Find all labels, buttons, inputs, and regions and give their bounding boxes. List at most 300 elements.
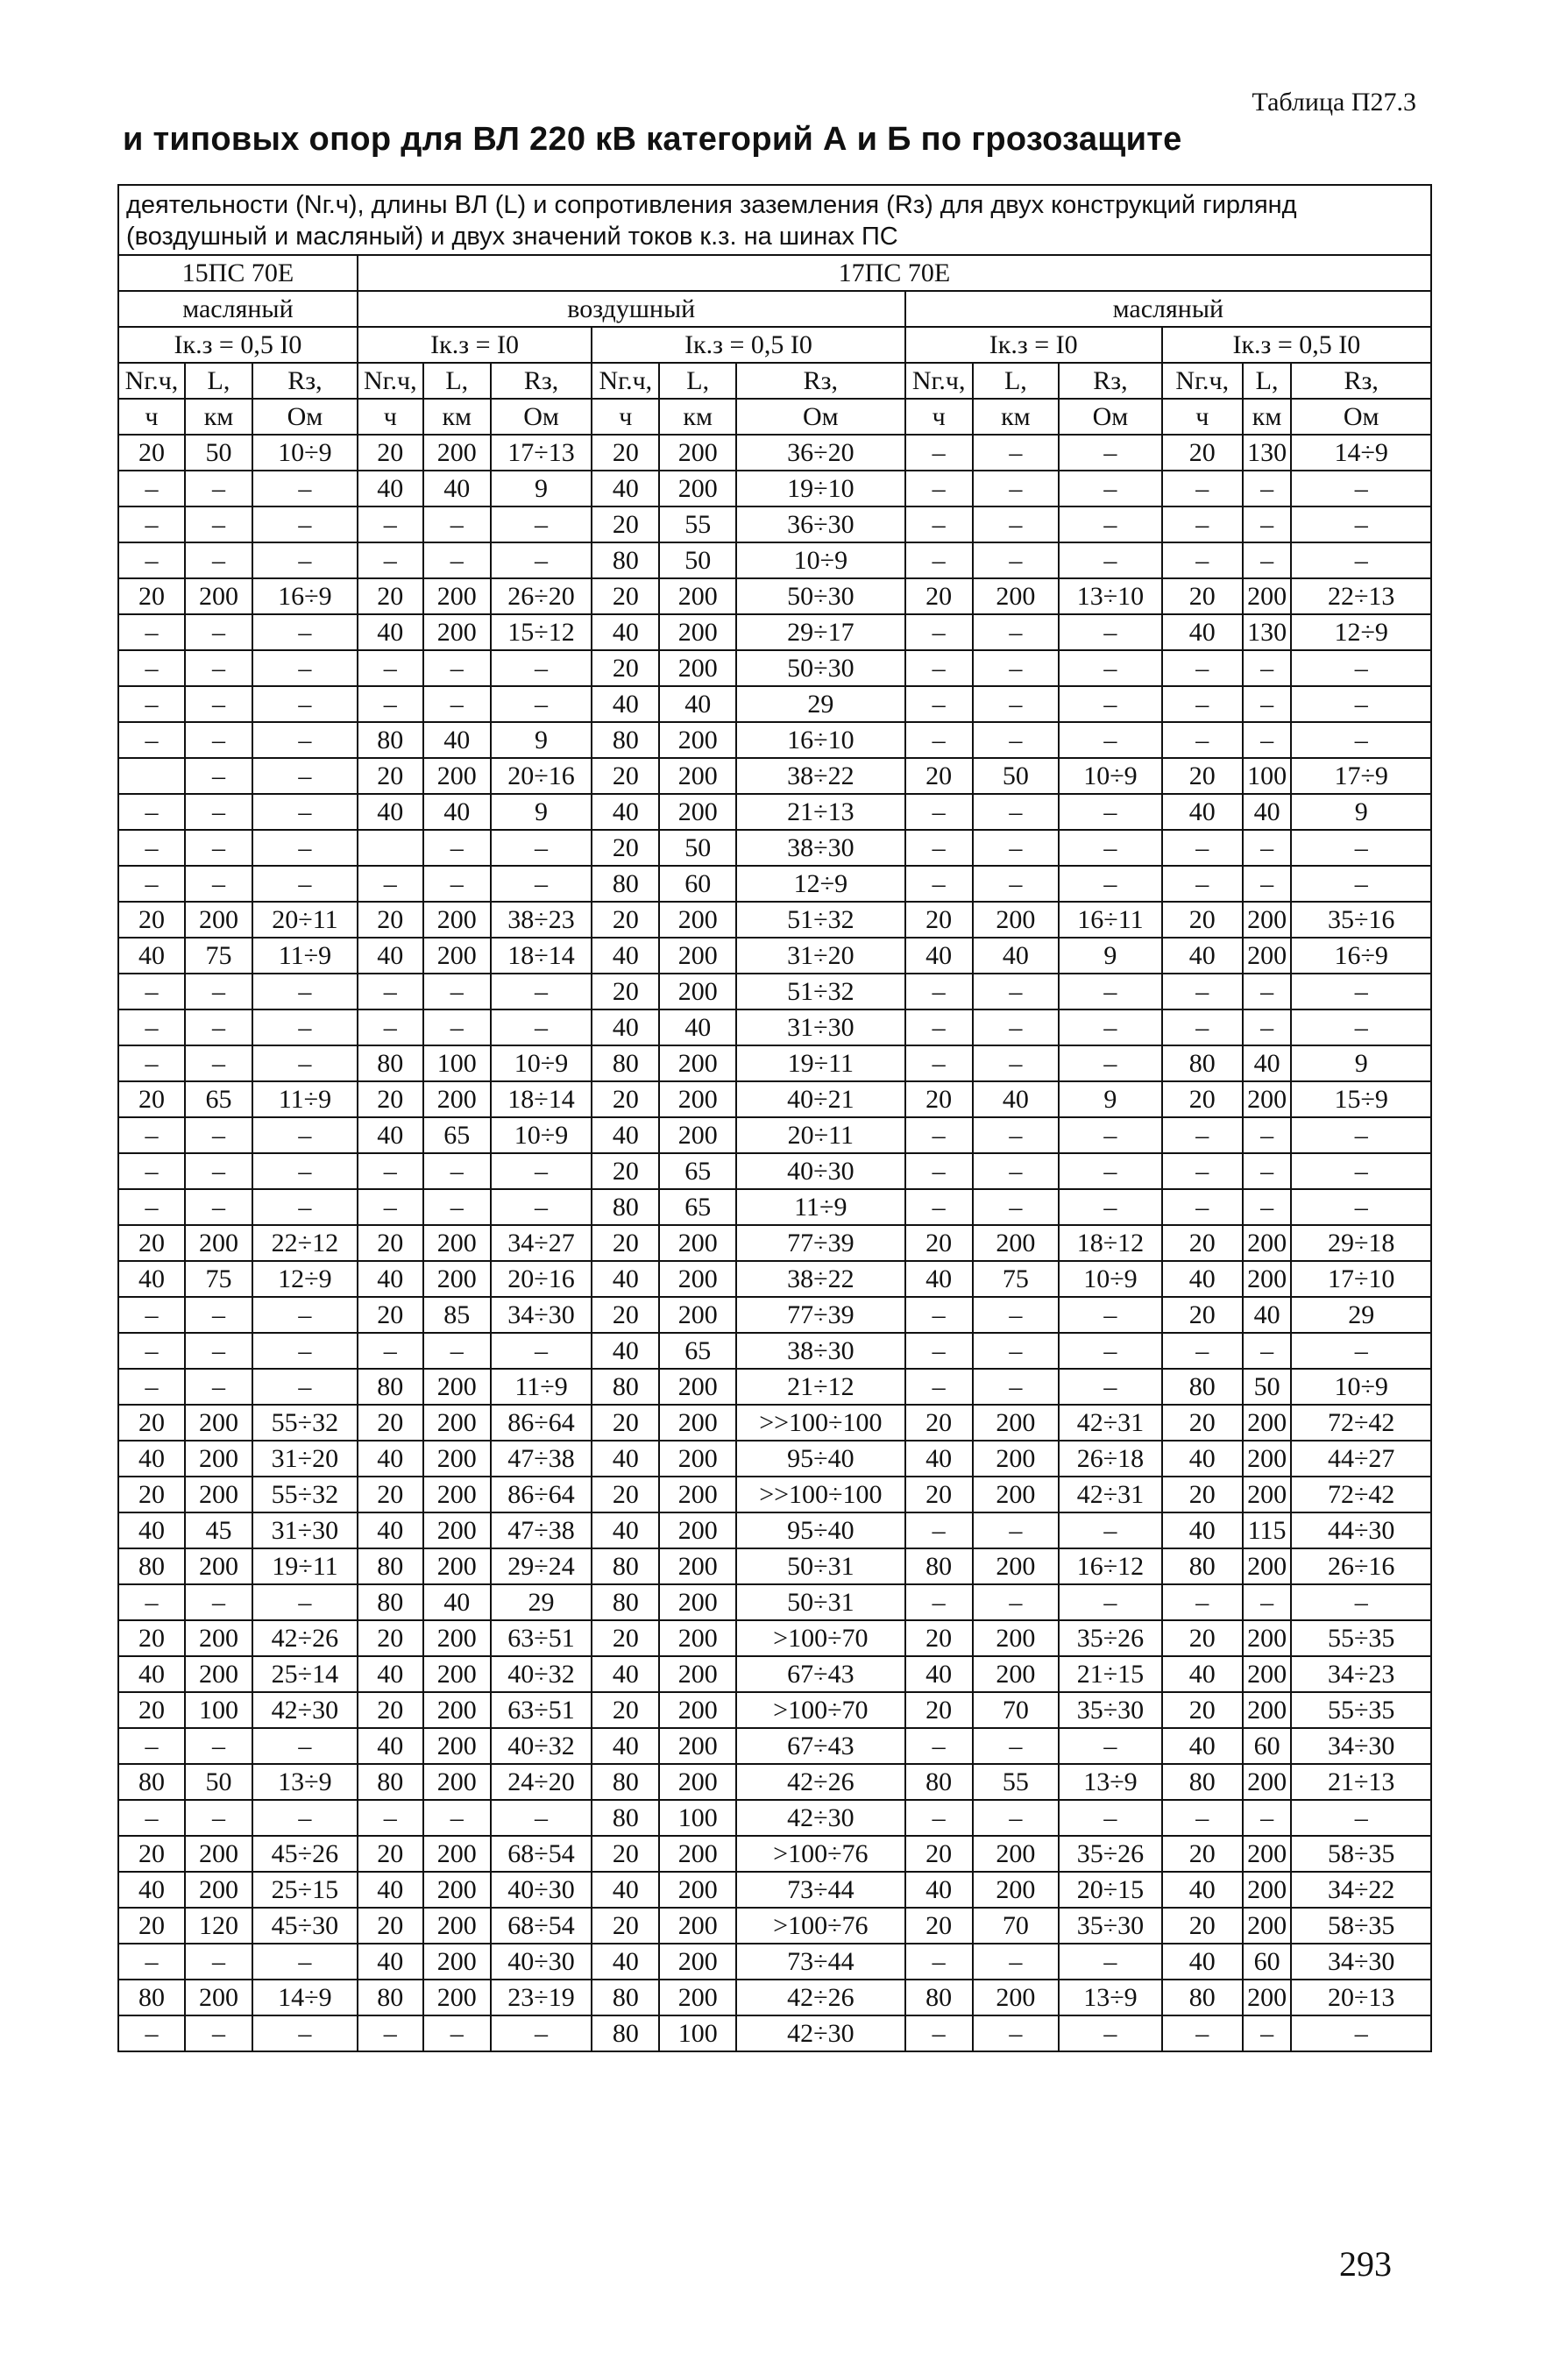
header-param-l: L, — [973, 363, 1059, 399]
table-cell: 29÷24 — [491, 1548, 592, 1584]
header-unit-r: Ом — [736, 399, 905, 435]
table-cell: – — [905, 471, 973, 506]
header-unit-n: ч — [358, 399, 423, 435]
table-row — [118, 1584, 1431, 1620]
table-cell: – — [973, 471, 1059, 506]
table-cell: 50÷31 — [736, 1584, 905, 1620]
table-cell: 200 — [973, 1872, 1059, 1908]
table-cell: 40 — [118, 1656, 185, 1692]
table-cell: 200 — [423, 1656, 491, 1692]
table-cell: 10÷9 — [1291, 1369, 1431, 1405]
table-cell: 65 — [423, 1117, 491, 1153]
table-cell: 200 — [185, 1548, 252, 1584]
table-cell: 20 — [118, 435, 185, 471]
table-cell: – — [1243, 1153, 1292, 1189]
table-cell: 38÷30 — [736, 830, 905, 866]
table-row — [118, 1944, 1431, 1980]
table-cell: – — [491, 542, 592, 578]
table-cell: – — [358, 1189, 423, 1225]
table-cell: – — [1059, 830, 1162, 866]
table-cell: 20 — [592, 1297, 659, 1333]
table-cell: – — [252, 650, 358, 686]
table-cell: – — [118, 794, 185, 830]
table-cell: – — [973, 1153, 1059, 1189]
table-cell: – — [1162, 866, 1243, 902]
table-cell: 20 — [1162, 1620, 1243, 1656]
table-row — [118, 1908, 1431, 1944]
table-cell: 200 — [185, 1477, 252, 1512]
table-cell: 58÷35 — [1291, 1836, 1431, 1872]
table-cell: 20 — [1162, 1081, 1243, 1117]
table-cell: – — [118, 866, 185, 902]
table-cell: 13÷9 — [1059, 1980, 1162, 2015]
table-cell: 10÷9 — [736, 542, 905, 578]
table-cell: 200 — [973, 1548, 1059, 1584]
table-cell: 80 — [905, 1548, 973, 1584]
table-cell: 38÷22 — [736, 1261, 905, 1297]
table-cell: 40 — [358, 938, 423, 974]
table-cell: 68÷54 — [491, 1836, 592, 1872]
table-cell: – — [1059, 1333, 1162, 1369]
table-cell: >>100÷100 — [736, 1477, 905, 1512]
table-cell: 17÷9 — [1291, 758, 1431, 794]
table-cell: 42÷26 — [252, 1620, 358, 1656]
table-cell: 67÷43 — [736, 1728, 905, 1764]
table-cell: – — [1243, 2015, 1292, 2051]
table-cell: 65 — [659, 1189, 736, 1225]
table-cell: 40÷21 — [736, 1081, 905, 1117]
table-cell: – — [185, 1944, 252, 1980]
table-cell: 40 — [973, 938, 1059, 974]
table-cell: 35÷16 — [1291, 902, 1431, 938]
table-cell: – — [1291, 2015, 1431, 2051]
table-cell: 20 — [1162, 578, 1243, 614]
table-cell: – — [1243, 866, 1292, 902]
table-cell: – — [905, 686, 973, 722]
table-cell: 80 — [592, 1584, 659, 1620]
table-cell: – — [118, 1944, 185, 1980]
table-cell: – — [1059, 1944, 1162, 1980]
table-cell: – — [118, 506, 185, 542]
header-row-params — [118, 363, 1431, 399]
table-cell: 130 — [1243, 435, 1292, 471]
table-cell: 200 — [659, 1512, 736, 1548]
table-cell: – — [252, 1333, 358, 1369]
table-cell: – — [118, 1584, 185, 1620]
table-cell: 95÷40 — [736, 1441, 905, 1477]
table-cell: 40 — [1162, 1872, 1243, 1908]
table-cell: 63÷51 — [491, 1620, 592, 1656]
table-cell: 17÷13 — [491, 435, 592, 471]
table-cell: – — [185, 1584, 252, 1620]
table-cell: – — [1291, 471, 1431, 506]
table-cell: 20 — [358, 1620, 423, 1656]
table-row — [118, 1045, 1431, 1081]
table-cell: – — [423, 1009, 491, 1045]
header-unit-l: км — [659, 399, 736, 435]
header-param-r: Rз, — [1291, 363, 1431, 399]
table-cell: – — [185, 1800, 252, 1836]
table-cell: 55 — [973, 1764, 1059, 1800]
table-cell: – — [185, 686, 252, 722]
table-cell: 18÷12 — [1059, 1225, 1162, 1261]
table-cell: 44÷30 — [1291, 1512, 1431, 1548]
table-cell: 20 — [1162, 1297, 1243, 1333]
table-cell: 40÷30 — [491, 1944, 592, 1980]
table-cell: 80 — [358, 1980, 423, 2015]
table-cell: 20 — [118, 1225, 185, 1261]
table-cell: – — [905, 1009, 973, 1045]
table-cell: – — [423, 506, 491, 542]
table-cell: 20 — [118, 1405, 185, 1441]
table-cell: 200 — [659, 1620, 736, 1656]
table-cell: 20 — [1162, 1836, 1243, 1872]
table-cell: 21÷13 — [1291, 1764, 1431, 1800]
table-cell: – — [905, 1153, 973, 1189]
table-cell: – — [973, 722, 1059, 758]
table-cell: 20 — [358, 1477, 423, 1512]
table-cell: 40 — [358, 1872, 423, 1908]
table-cell: – — [905, 1584, 973, 1620]
table-cell: – — [1291, 686, 1431, 722]
table-cell: 200 — [1243, 1836, 1292, 1872]
table-cell: – — [905, 1944, 973, 1980]
table-cell: 20 — [592, 974, 659, 1009]
table-cell: 21÷12 — [736, 1369, 905, 1405]
table-cell: 200 — [659, 1369, 736, 1405]
table-cell: 20 — [905, 1081, 973, 1117]
table-cell: 200 — [659, 578, 736, 614]
table-cell: – — [1162, 542, 1243, 578]
table-cell: 20 — [592, 578, 659, 614]
table-cell: 200 — [1243, 1980, 1292, 2015]
table-cell: – — [118, 1800, 185, 1836]
table-cell: 70 — [973, 1692, 1059, 1728]
table-cell: 20÷11 — [736, 1117, 905, 1153]
table-cell: 11÷9 — [491, 1369, 592, 1405]
table-row — [118, 1081, 1431, 1117]
table-cell: 86÷64 — [491, 1477, 592, 1512]
table-cell: – — [1059, 2015, 1162, 2051]
table-cell: – — [252, 686, 358, 722]
table-cell: 40 — [592, 471, 659, 506]
table-cell: – — [491, 686, 592, 722]
table-cell: 200 — [423, 1692, 491, 1728]
table-cell: 40 — [118, 1872, 185, 1908]
table-cell: 80 — [905, 1980, 973, 2015]
table-row — [118, 1620, 1431, 1656]
table-cell: – — [423, 866, 491, 902]
table-row — [118, 1009, 1431, 1045]
table-cell: 45÷26 — [252, 1836, 358, 1872]
header-unit-l: км — [1243, 399, 1292, 435]
table-cell: 20 — [905, 1405, 973, 1441]
table-cell: – — [118, 722, 185, 758]
table-cell: 40 — [358, 1261, 423, 1297]
table-cell: 50 — [659, 542, 736, 578]
table-cell: – — [358, 1800, 423, 1836]
table-cell: 200 — [659, 1548, 736, 1584]
table-cell: 200 — [973, 1225, 1059, 1261]
table-row — [118, 1872, 1431, 1908]
table-cell: 200 — [423, 758, 491, 794]
table-cell: 200 — [1243, 1441, 1292, 1477]
table-cell: – — [118, 542, 185, 578]
table-cell: – — [1059, 614, 1162, 650]
table-cell: 50÷30 — [736, 578, 905, 614]
table-cell: – — [185, 1117, 252, 1153]
table-cell: – — [1162, 650, 1243, 686]
table-cell: 40 — [118, 938, 185, 974]
table-cell: 31÷30 — [252, 1512, 358, 1548]
table-cell: 40 — [592, 1117, 659, 1153]
table-cell: – — [118, 2015, 185, 2051]
table-cell: – — [1243, 506, 1292, 542]
table-cell: – — [423, 1333, 491, 1369]
table-cell: – — [252, 1297, 358, 1333]
table-cell: – — [1059, 1297, 1162, 1333]
header-row-switch — [118, 291, 1431, 327]
table-cell: – — [973, 1512, 1059, 1548]
table-cell: – — [1243, 830, 1292, 866]
table-cell: 80 — [592, 1980, 659, 2015]
table-cell: – — [118, 614, 185, 650]
table-cell: – — [1059, 866, 1162, 902]
table-cell: 80 — [358, 1584, 423, 1620]
table-cell: 20 — [118, 1620, 185, 1656]
table-row — [118, 866, 1431, 902]
header-unit-n: ч — [592, 399, 659, 435]
table-cell: – — [252, 722, 358, 758]
table-cell: – — [423, 686, 491, 722]
table-cell: – — [1059, 1153, 1162, 1189]
table-cell: – — [1162, 1189, 1243, 1225]
table-cell: 13÷10 — [1059, 578, 1162, 614]
table-cell: 35÷26 — [1059, 1620, 1162, 1656]
table-cell: 20 — [358, 902, 423, 938]
table-cell: 200 — [423, 1477, 491, 1512]
table-cell: – — [1059, 1189, 1162, 1225]
table-cell: 26÷16 — [1291, 1548, 1431, 1584]
table-cell: – — [423, 542, 491, 578]
table-cell: 200 — [659, 1728, 736, 1764]
table-cell: 40 — [592, 1333, 659, 1369]
table-heading: и типовых опор для ВЛ 220 кВ категорий А и Б по грозозащите — [123, 121, 1182, 158]
table-cell: 16÷9 — [1291, 938, 1431, 974]
table-cell: 13÷9 — [1059, 1764, 1162, 1800]
table-cell: 55÷32 — [252, 1477, 358, 1512]
table-row — [118, 471, 1431, 506]
table-cell: – — [252, 1369, 358, 1405]
table-cell: 50 — [659, 830, 736, 866]
table-cell: 20 — [592, 830, 659, 866]
table-cell: 40 — [592, 686, 659, 722]
table-cell: 40 — [1243, 794, 1292, 830]
table-cell: 80 — [358, 1369, 423, 1405]
table-cell: 16÷12 — [1059, 1548, 1162, 1584]
header-insulator-2: 17ПС 70Е — [358, 255, 1431, 291]
table-cell: – — [973, 1045, 1059, 1081]
caption-line: (воздушный и масляный) и двух значений токов к.з. на шинах ПС — [126, 223, 898, 251]
table-cell: 200 — [423, 1225, 491, 1261]
table-row — [118, 1297, 1431, 1333]
table-cell: – — [491, 506, 592, 542]
table-cell: 17÷10 — [1291, 1261, 1431, 1297]
table-cell: 73÷44 — [736, 1944, 905, 1980]
table-cell: – — [118, 1153, 185, 1189]
header-param-l: L, — [1243, 363, 1292, 399]
table-cell: 20 — [905, 1620, 973, 1656]
table-cell: 55÷32 — [252, 1405, 358, 1441]
table-cell: – — [1243, 1189, 1292, 1225]
table-cell: 200 — [1243, 1405, 1292, 1441]
table-cell: 200 — [973, 1441, 1059, 1477]
table-cell: 20 — [118, 1081, 185, 1117]
header-unit-l: км — [185, 399, 252, 435]
table-cell: – — [358, 542, 423, 578]
table-cell: 40 — [1243, 1045, 1292, 1081]
table-cell: – — [905, 794, 973, 830]
table-cell: – — [252, 1117, 358, 1153]
table-cell: 200 — [423, 1512, 491, 1548]
table-cell: 40 — [1162, 1441, 1243, 1477]
table-cell: – — [1291, 1800, 1431, 1836]
table-cell: – — [905, 1333, 973, 1369]
table-cell: – — [973, 1333, 1059, 1369]
table-cell: 77÷39 — [736, 1225, 905, 1261]
table-cell: – — [491, 650, 592, 686]
table-cell: 18÷14 — [491, 1081, 592, 1117]
table-cell: 20 — [592, 1225, 659, 1261]
table-cell: 20 — [592, 902, 659, 938]
table-cell: 10÷9 — [252, 435, 358, 471]
table-cell: 80 — [358, 1045, 423, 1081]
table-cell: 200 — [659, 1117, 736, 1153]
table-cell: 200 — [973, 1656, 1059, 1692]
table-cell: 200 — [659, 794, 736, 830]
table-cell: – — [118, 1297, 185, 1333]
table-cell: – — [973, 1369, 1059, 1405]
table-cell: 200 — [1243, 1872, 1292, 1908]
table-cell: – — [973, 2015, 1059, 2051]
table-cell: – — [1162, 2015, 1243, 2051]
table-cell: 9 — [491, 794, 592, 830]
table-cell: – — [252, 974, 358, 1009]
table-row — [118, 974, 1431, 1009]
header-row-units — [118, 399, 1431, 435]
table-cell: – — [491, 1009, 592, 1045]
table-cell: – — [1291, 1584, 1431, 1620]
table-cell: 100 — [659, 1800, 736, 1836]
table-cell: – — [252, 758, 358, 794]
table-cell: – — [1243, 686, 1292, 722]
table-cell: 40 — [358, 471, 423, 506]
caption-line: деятельности (Nг.ч), длины ВЛ (L) и сопротивления заземления (Rз) для двух конструкций гирлянд — [126, 191, 1297, 219]
table-cell: – — [252, 830, 358, 866]
table-cell: – — [1162, 1333, 1243, 1369]
table-cell: 75 — [973, 1261, 1059, 1297]
table-cell: 20 — [592, 1836, 659, 1872]
table-cell: – — [905, 506, 973, 542]
table-cell: – — [252, 1584, 358, 1620]
table-row — [118, 1477, 1431, 1512]
table-row — [118, 722, 1431, 758]
table-cell: – — [185, 1189, 252, 1225]
table-cell: 9 — [491, 722, 592, 758]
table-cell: 40 — [592, 1944, 659, 1980]
table-cell: 20 — [1162, 1692, 1243, 1728]
table-cell: >100÷76 — [736, 1836, 905, 1872]
table-row — [118, 902, 1431, 938]
table-cell: 10÷9 — [1059, 1261, 1162, 1297]
table-cell: 26÷18 — [1059, 1441, 1162, 1477]
table-cell: 60 — [659, 866, 736, 902]
table-cell: – — [491, 1800, 592, 1836]
table-cell: 77÷39 — [736, 1297, 905, 1333]
table-cell: – — [1243, 471, 1292, 506]
table-cell: 20 — [358, 1081, 423, 1117]
table-cell: – — [973, 1009, 1059, 1045]
table-row — [118, 1153, 1431, 1189]
table-cell: 40 — [905, 938, 973, 974]
header-unit-l: км — [973, 399, 1059, 435]
table-cell: 200 — [423, 614, 491, 650]
table-cell: – — [252, 471, 358, 506]
table-cell: 75 — [185, 938, 252, 974]
table-cell: 20 — [358, 1405, 423, 1441]
table-cell: 20 — [118, 1477, 185, 1512]
table-cell: 19÷11 — [252, 1548, 358, 1584]
header-current-full-2: Iк.з = I0 — [905, 327, 1162, 363]
header-param-r: Rз, — [491, 363, 592, 399]
table-cell: 200 — [973, 1477, 1059, 1512]
table-cell: – — [118, 471, 185, 506]
table-cell: 80 — [592, 1548, 659, 1584]
table-cell: 40 — [1162, 1512, 1243, 1548]
table-cell: 200 — [423, 1441, 491, 1477]
table-cell: 16÷11 — [1059, 902, 1162, 938]
table-cell: 80 — [592, 1189, 659, 1225]
table-cell: – — [1059, 1369, 1162, 1405]
table-cell: 20 — [358, 1908, 423, 1944]
table-cell: 80 — [592, 1800, 659, 1836]
table-cell: – — [973, 542, 1059, 578]
table-cell: 67÷43 — [736, 1656, 905, 1692]
table-cell: 20 — [358, 435, 423, 471]
table-cell: – — [491, 1333, 592, 1369]
table-cell: – — [1162, 722, 1243, 758]
table-cell: – — [185, 471, 252, 506]
table-cell: – — [118, 830, 185, 866]
table-cell: – — [423, 1800, 491, 1836]
table-cell: 200 — [659, 1261, 736, 1297]
table-cell: 16÷10 — [736, 722, 905, 758]
table-cell: – — [491, 866, 592, 902]
table-cell: 40÷32 — [491, 1656, 592, 1692]
table-cell: 80 — [592, 2015, 659, 2051]
table-cell: – — [185, 2015, 252, 2051]
table-cell — [118, 758, 185, 794]
header-row-current — [118, 327, 1431, 363]
table-cell: 38÷22 — [736, 758, 905, 794]
table-cell: – — [1059, 1009, 1162, 1045]
table-cell: 20 — [592, 1405, 659, 1441]
table-cell: 80 — [592, 1369, 659, 1405]
header-unit-l: км — [423, 399, 491, 435]
table-cell: 20 — [1162, 435, 1243, 471]
table-cell: 200 — [973, 1405, 1059, 1441]
table-cell: 40÷30 — [736, 1153, 905, 1189]
